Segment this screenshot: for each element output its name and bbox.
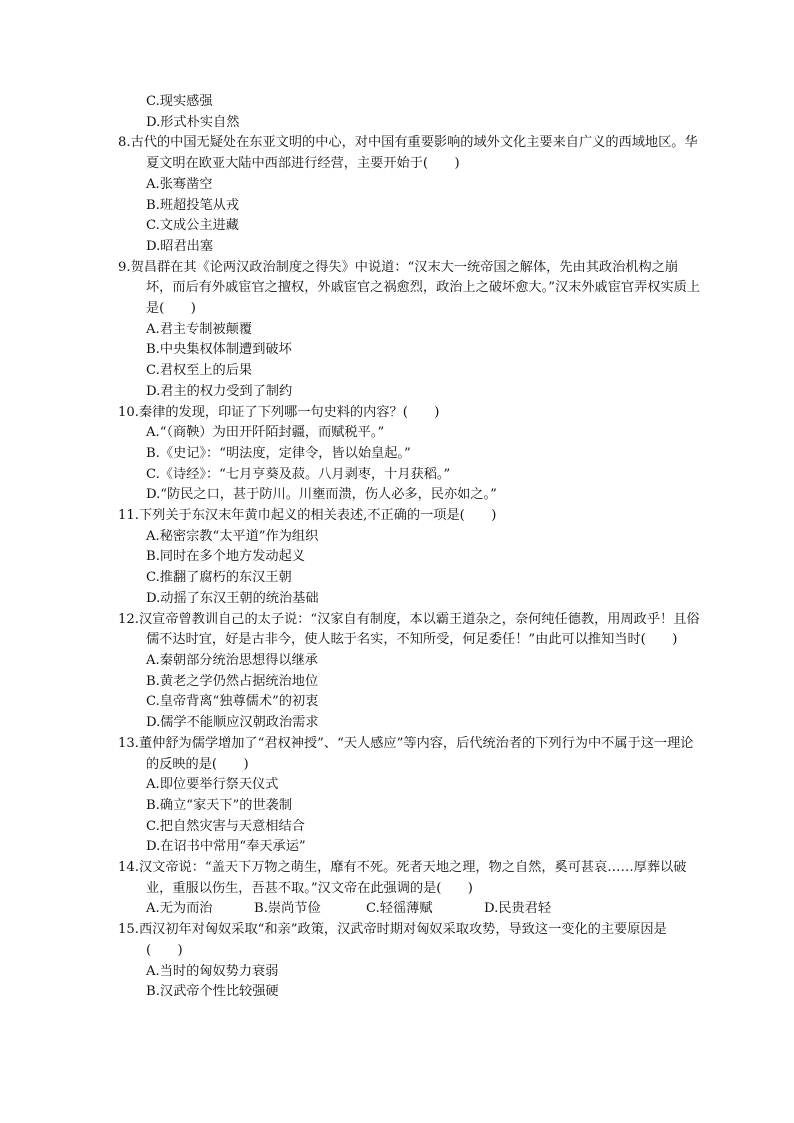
question-list	[118, 92, 700, 1003]
question-stem	[118, 610, 700, 651]
question-stem	[118, 403, 700, 424]
question-stem	[118, 133, 700, 174]
option: A.“（商鞅）为田开阡陌封疆，而赋税平。”	[146, 425, 385, 441]
option: A.君主专制被颠覆	[146, 321, 253, 337]
option: B.汉武帝个性比较强硬	[146, 984, 279, 1000]
option: D.形式朴实自然	[146, 114, 240, 130]
option: B.确立“家天下”的世袭制	[146, 797, 293, 813]
option: C.皇帝背离“独尊儒术”的初衷	[146, 694, 319, 710]
option: D.动摇了东汉王朝的统治基础	[146, 590, 319, 606]
option: D.民贵君轻	[484, 901, 552, 917]
option: D.君主的权力受到了制约	[146, 383, 293, 399]
option: D.儒学不能顺应汉朝政治需求	[146, 715, 319, 731]
question-text: 贺昌群在其《论两汉政治制度之得失》中说道：“汉末大一统帝国之解体，先由其政治机构之崩坏，而后有外戚宦官之擅权，外戚宦官之祸愈烈，政治上之破坏愈大。”汉末外戚宦官弄权实质上是( )	[130, 259, 701, 317]
option: A.秘密宗教“太平道”作为组织	[146, 528, 319, 544]
question-number: 10.	[118, 404, 139, 420]
question-text: 汉文帝说：“盖天下万物之萌生，靡有不死。死者天地之理，物之自然，奚可甚哀……厚葬以破业，重服以伤生，吾甚不取。”汉文帝在此强调的是( )	[138, 860, 687, 896]
question-stem	[118, 734, 700, 775]
option-row	[118, 899, 700, 920]
question-number: 8.	[118, 135, 131, 151]
option: C.轻徭薄赋	[366, 901, 433, 917]
option: C.把自然灾害与天意相结合	[146, 818, 305, 834]
option: C.现实感强	[146, 94, 213, 109]
option: B.《史记》：“明法度，定律令，皆以始皇起。”	[146, 445, 411, 461]
option: A.无为而治	[146, 901, 213, 917]
question-number: 12.	[118, 611, 139, 627]
question-text: 汉宣帝曾教训自己的太子说：“汉家自有制度，本以霸王道杂之，奈何纯任德教，用周政乎！且俗儒不达时宜，好是古非今，使人眩于名实，不知所受，何足委任！”由此可以推知当时( )	[138, 611, 700, 648]
option: A.即位要举行祭天仪式	[146, 777, 279, 793]
question-text: 西汉初年对匈奴采取“和亲”政策，汉武帝时期对匈奴采取攻势，导致这一变化的主要原因是( )	[138, 922, 667, 958]
option: A.秦朝部分统治思想得以继承	[146, 652, 318, 668]
option: B.黄老之学仍然占据统治地位	[146, 673, 319, 689]
question-stem	[118, 258, 700, 320]
option: B.崇尚节俭	[254, 901, 321, 917]
option: B.中央集权体制遭到破坏	[146, 342, 292, 358]
option: B.同时在多个地方发动起义	[146, 549, 305, 565]
question-number: 11.	[118, 508, 139, 524]
option: B.班超投笔从戎	[146, 197, 240, 213]
option: D.在诏书中常用“奉天承运”	[146, 839, 306, 855]
option: C.文成公主进藏	[146, 218, 239, 234]
option: C.推翻了腐朽的东汉王朝	[146, 570, 292, 586]
option: D.昭君出塞	[146, 238, 214, 254]
option: C.君权至上的后果	[146, 363, 253, 379]
question-stem	[118, 858, 700, 899]
question-stem	[118, 920, 700, 961]
option: A.当时的匈奴势力衰弱	[146, 963, 279, 979]
question-number: 14.	[118, 860, 139, 876]
question-text: 古代的中国无疑处在东亚文明的中心，对中国有重要影响的域外文化主要来自广义的西域地区。华夏文明在欧亚大陆中西部进行经营，主要开始于( )	[130, 135, 698, 172]
question-text: 下列关于东汉末年黄巾起义的相关表述,不正确的一项是( )	[138, 508, 497, 524]
question-number: 15.	[118, 922, 139, 938]
question-text: 秦律的发现，印证了下列哪一句史料的内容？( )	[138, 404, 440, 420]
option: A.张骞凿空	[146, 176, 213, 192]
option: D.“防民之口，甚于防川。川壅而溃，伤人必多，民亦如之。”	[146, 487, 497, 503]
option: C.《诗经》：“七月亨葵及菽。八月剥枣，十月获稻。”	[146, 466, 451, 482]
question-stem	[118, 506, 700, 527]
question-number: 13.	[118, 735, 139, 751]
question-text: 董仲舒为儒学增加了“君权神授”、“天人感应”等内容，后代统治者的下列行为中不属于这一理论的反映的是( )	[138, 735, 694, 772]
question-number: 9.	[118, 259, 131, 275]
